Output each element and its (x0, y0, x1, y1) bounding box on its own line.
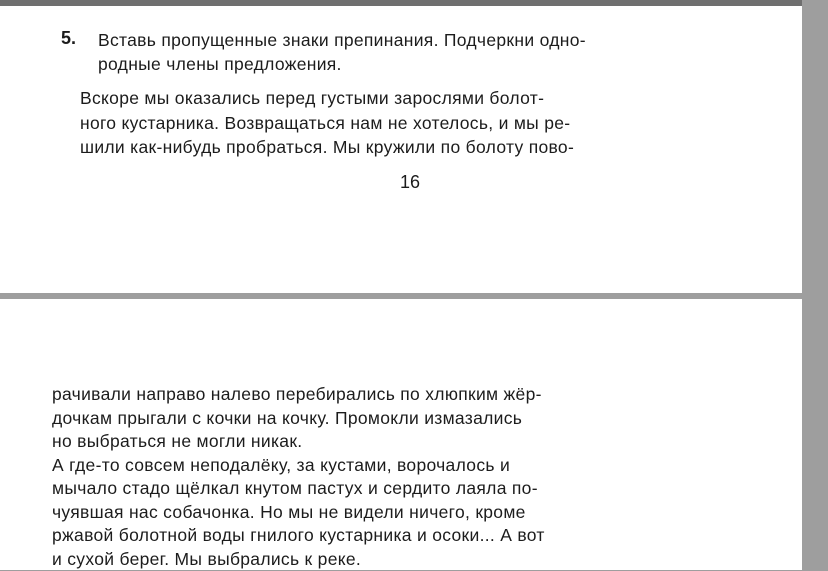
page-bottom (0, 299, 802, 570)
page-number: 16 (399, 172, 421, 192)
task-instruction: Вставь пропущенные знаки препинания. Подчеркни одно- родные члены предложения. (98, 30, 586, 74)
page-top (0, 0, 802, 293)
text-paragraph-top: Вскоре мы оказались перед густыми зарослями болот- ного кустарника. Возвращаться нам не хотелось, и мы ре- шили как-нибудь пробраться. Мы кружили по болоту пово- (80, 88, 575, 157)
task-number: 5. (61, 28, 77, 48)
text-paragraph-bottom: рачивали направо налево перебирались по хлюпким жёр- дочкам прыгали с кочки на кочку. Промокли измазались но выбраться не могли никак. А где-то совсем неподалёку, за кустами, ворочалось и мычало стадо щёлкал кнутом пастух и сердито лаяла по- чуявшая нас собачонка. Но мы не видели ничего, кроме ржавой болотной воды гнилого кустарника и осоки... А вот и сухой берег. Мы выбрались к реке. (52, 384, 545, 569)
